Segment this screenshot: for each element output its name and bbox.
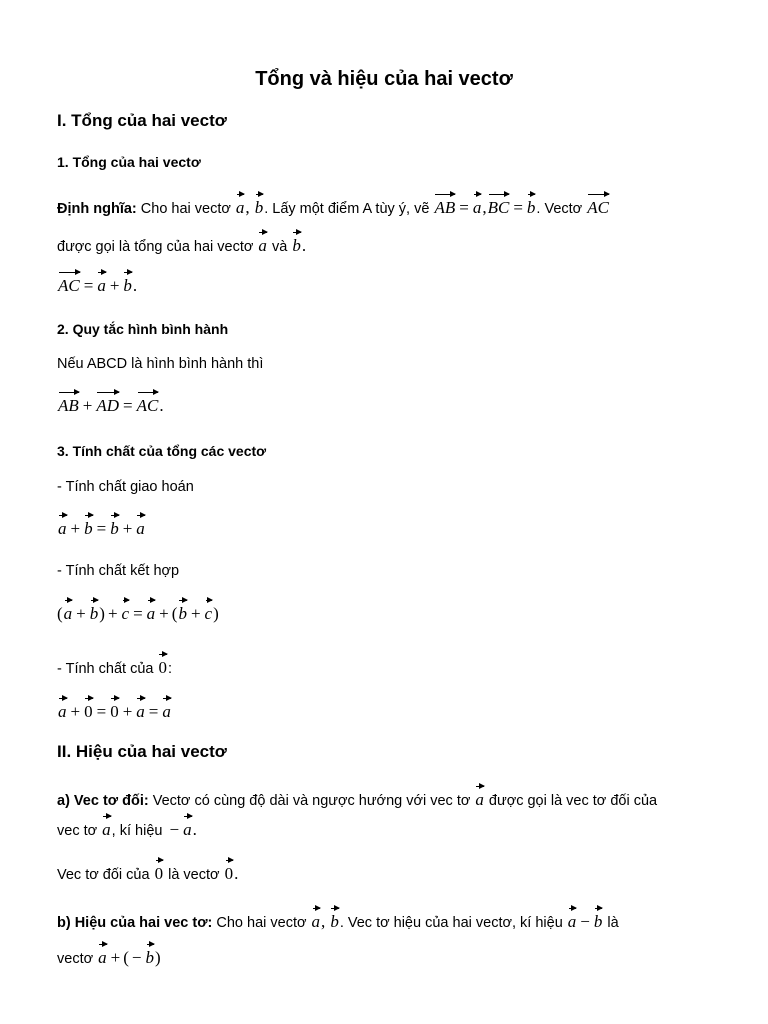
paren-open: ( xyxy=(171,604,178,623)
vector-c: c xyxy=(122,596,130,622)
vector-b: b xyxy=(123,268,132,294)
plus: + xyxy=(190,604,201,623)
minus: − xyxy=(580,912,590,931)
vector-zero: 0 xyxy=(158,650,167,676)
vector-c: c xyxy=(205,596,213,622)
vector-zero: 0 xyxy=(110,694,119,720)
definition-text-2: . Lấy một điểm A tùy ý, vẽ xyxy=(264,201,430,217)
equals: = xyxy=(123,396,133,415)
period: . xyxy=(301,236,307,255)
vector-b: b xyxy=(527,190,536,216)
equals: = xyxy=(513,198,523,217)
formula-commutative xyxy=(57,511,728,542)
opposite-vector-text-2: được gọi là vec tơ đối của xyxy=(488,793,658,809)
equals: = xyxy=(83,276,94,295)
vector-a: a xyxy=(568,904,577,930)
formula-associative xyxy=(57,596,728,627)
sub3-heading: 3. Tính chất của tổng các vectơ xyxy=(57,443,267,459)
paren-close: ) xyxy=(155,948,161,967)
paren-close: ) xyxy=(213,604,219,623)
property-associative: - Tính chất kết hợp xyxy=(57,563,180,579)
vector-a: a xyxy=(136,694,145,720)
equals: = xyxy=(96,702,107,721)
vector-a: a xyxy=(475,782,484,808)
plus: + xyxy=(107,604,118,623)
vector-a: a xyxy=(236,190,245,216)
vector-a: a xyxy=(64,596,73,622)
plus: + xyxy=(122,519,133,538)
vector-b: b xyxy=(594,904,603,930)
definition-line-2 xyxy=(57,228,728,258)
equals: = xyxy=(459,198,469,217)
plus: + xyxy=(109,276,120,295)
vector-b: b xyxy=(110,511,119,537)
vector-a: a xyxy=(58,694,67,720)
opposite-vector-text-1: Vectơ có cùng độ dài và ngược hướng với vec tơ xyxy=(152,793,471,809)
vector-a: a xyxy=(162,694,171,720)
vector-AB: AB xyxy=(58,388,79,414)
property-zero xyxy=(57,650,728,680)
vector-AC: AC xyxy=(58,268,80,294)
sub1-heading: 1. Tổng của hai vectơ xyxy=(57,154,201,170)
vector-a: a xyxy=(97,268,106,294)
paren-open: ( xyxy=(123,948,129,967)
vector-a: a xyxy=(183,812,192,838)
difference-line-1 xyxy=(57,904,728,934)
difference-text-1: Cho hai vectơ xyxy=(216,915,307,931)
equals: = xyxy=(96,519,107,538)
property-commutative: - Tính chất giao hoán xyxy=(57,479,194,495)
plus: + xyxy=(110,948,121,967)
vector-a: a xyxy=(98,940,107,966)
period: . xyxy=(159,396,164,415)
opposite-vector-text-3: vec tơ xyxy=(57,823,98,839)
vector-b: b xyxy=(292,228,301,254)
plus: + xyxy=(70,519,81,538)
vector-b: b xyxy=(146,940,155,966)
definition-label: Định nghĩa: xyxy=(57,201,137,217)
plus: + xyxy=(76,604,86,623)
vector-b: b xyxy=(90,596,99,622)
vector-zero: 0 xyxy=(84,694,93,720)
difference-text-3: là xyxy=(607,915,619,931)
parallelogram-text: Nếu ABCD là hình bình hành thì xyxy=(57,356,264,372)
vector-AD: AD xyxy=(96,388,119,414)
opposite-vector-line-1 xyxy=(57,782,728,812)
vector-AC: AC xyxy=(587,190,609,216)
period: . xyxy=(132,276,138,295)
difference-text-4: vectơ xyxy=(57,951,94,967)
colon: : xyxy=(167,661,173,677)
vector-b: b xyxy=(255,190,264,216)
equals: = xyxy=(133,604,143,623)
comma: , xyxy=(482,198,487,217)
formula-parallelogram xyxy=(57,388,728,419)
definition-text-5: và xyxy=(271,239,288,255)
vector-a: a xyxy=(312,904,321,930)
vector-zero: 0 xyxy=(225,856,234,882)
definition-text-4: được gọi là tổng của hai vectơ xyxy=(57,239,254,255)
difference-line-2 xyxy=(57,940,728,970)
opposite-vector-line-2 xyxy=(57,812,728,842)
difference-text-2: . Vec tơ hiệu của hai vectơ, kí hiệu xyxy=(339,915,563,931)
definition-text-1: Cho hai vectơ xyxy=(140,201,231,217)
comma: , xyxy=(321,912,326,931)
difference-label: b) Hiệu của hai vec tơ: xyxy=(57,915,213,931)
equals: = xyxy=(148,702,159,721)
vector-a: a xyxy=(258,228,267,254)
paren-open: ( xyxy=(57,604,63,623)
plus: + xyxy=(82,396,93,415)
plus: + xyxy=(122,702,133,721)
vector-b: b xyxy=(84,511,93,537)
vector-a: a xyxy=(102,812,111,838)
plus: + xyxy=(159,604,169,623)
vector-a: a xyxy=(58,511,67,537)
vector-a: a xyxy=(147,596,156,622)
opposite-zero-text-2: là vectơ xyxy=(168,867,220,883)
vector-AB: AB xyxy=(434,190,455,216)
section1-heading: I. Tổng của hai vectơ xyxy=(57,111,227,130)
period: . xyxy=(234,864,239,883)
definition-text-3: . Vectơ xyxy=(536,201,583,217)
vector-b: b xyxy=(178,596,187,622)
vector-zero: 0 xyxy=(155,856,164,882)
opposite-vector-text-4: , kí hiệu xyxy=(111,823,163,839)
vector-a: a xyxy=(136,511,145,537)
opposite-zero-line xyxy=(57,856,728,886)
page-title: Tổng và hiệu của hai vectơ xyxy=(255,68,513,90)
minus: − xyxy=(169,820,180,839)
minus: − xyxy=(131,948,142,967)
period: . xyxy=(192,820,197,839)
vector-a: a xyxy=(473,190,482,216)
opposite-zero-text-1: Vec tơ đối của xyxy=(57,867,150,883)
plus: + xyxy=(70,702,81,721)
vector-b: b xyxy=(330,904,339,930)
opposite-vector-label: a) Vec tơ đối: xyxy=(57,793,149,809)
section2-heading: II. Hiệu của hai vectơ xyxy=(57,742,227,761)
vector-AC: AC xyxy=(137,388,159,414)
paren-close: ) xyxy=(99,604,105,623)
property-zero-text: - Tính chất của xyxy=(57,661,154,677)
sub2-heading: 2. Quy tắc hình bình hành xyxy=(57,321,229,337)
vector-BC: BC xyxy=(488,190,510,216)
definition-line-1 xyxy=(57,190,728,220)
formula-zero xyxy=(57,694,728,725)
formula-sum-definition xyxy=(57,268,728,299)
comma: , xyxy=(245,198,250,217)
